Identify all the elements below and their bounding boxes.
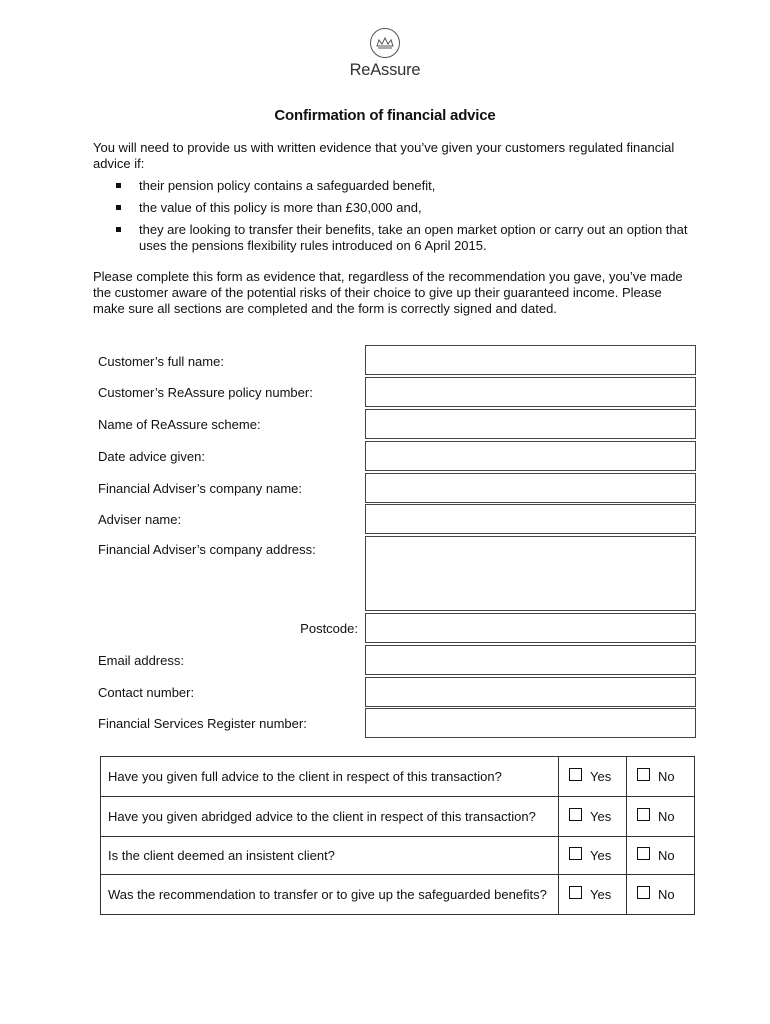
crown-icon [370,28,400,58]
no-label: No [658,809,675,824]
yes-option[interactable] [559,757,627,797]
checkbox-icon[interactable] [637,808,650,821]
checkbox-icon[interactable] [637,768,650,781]
reassure-logo [0,28,770,80]
company-address-label: Financial Adviser’s company address: [98,542,316,557]
yes-option[interactable] [559,797,627,837]
adviser-name-label: Adviser name: [98,512,182,527]
bullet-text: they are looking to transfer their benefits, take an open market option or carry out an option that uses the pensions flexibility rules introduced on 6 April 2015. [139,222,688,253]
fsr-number-label: Financial Services Register number: [98,716,307,731]
company-name-label: Financial Adviser’s company name: [98,481,303,496]
yes-option[interactable] [559,837,627,875]
postcode-field[interactable] [365,613,696,643]
yes-label: Yes [590,769,612,784]
policy-number-label: Customer’s ReAssure policy number: [98,385,313,400]
fsr-number-field[interactable] [365,708,696,738]
condition-list [93,178,693,254]
question-text: Have you given abridged advice to the client in respect of this transaction? [101,797,559,837]
list-item [93,178,693,194]
policy-number-field[interactable] [365,377,696,407]
scheme-name-label: Name of ReAssure scheme: [98,417,261,432]
yes-label: Yes [590,887,612,902]
customer-name-field[interactable] [365,345,696,375]
no-label: No [658,887,675,902]
bullet-text: their pension policy contains a safeguarded benefit, [139,178,436,193]
brand-name: ReAssure [349,61,421,79]
bullet-icon [116,183,121,188]
list-item [93,200,693,216]
company-name-field[interactable] [365,473,696,503]
question-text: Is the client deemed an insistent client? [101,837,559,875]
date-advice-field[interactable] [365,441,696,471]
no-label: No [658,848,675,863]
company-address-field[interactable] [365,536,696,611]
advice-questions-table [100,756,695,915]
yes-label: Yes [590,809,612,824]
no-option[interactable] [627,797,695,837]
yes-option[interactable] [559,875,627,915]
table-row [101,875,695,915]
adviser-name-field[interactable] [365,504,696,534]
intro-section [93,140,693,260]
list-item [93,222,693,254]
scheme-name-field[interactable] [365,409,696,439]
page-title: Confirmation of financial advice [274,107,496,124]
checkbox-icon[interactable] [569,847,582,860]
postcode-label: Postcode: [300,621,358,636]
no-option[interactable] [627,875,695,915]
table-row [101,797,695,837]
checkbox-icon[interactable] [569,768,582,781]
bullet-icon [116,227,121,232]
no-option[interactable] [627,837,695,875]
bullet-icon [116,205,121,210]
intro-text: You will need to provide us with written evidence that you’ve given your customers regulated financial advice if: [93,140,675,171]
bullet-text: the value of this policy is more than £30,000 and, [139,200,422,215]
question-text: Was the recommendation to transfer or to give up the safeguarded benefits? [101,875,559,915]
checkbox-icon[interactable] [569,886,582,899]
email-label: Email address: [98,653,184,668]
date-advice-label: Date advice given: [98,449,205,464]
checkbox-icon[interactable] [637,847,650,860]
table-row [101,837,695,875]
instructions-text: Please complete this form as evidence that, regardless of the recommendation you gave, you’ve made the customer aware of the potential risks of their choice to give up their guaranteed income. Please make sure all sections are completed and the form is correctly signed and dated. [93,269,683,316]
customer-name-label: Customer’s full name: [98,354,224,369]
yes-label: Yes [590,848,612,863]
question-text: Have you given full advice to the client in respect of this transaction? [101,757,559,797]
email-field[interactable] [365,645,696,675]
checkbox-icon[interactable] [637,886,650,899]
checkbox-icon[interactable] [569,808,582,821]
no-label: No [658,769,675,784]
no-option[interactable] [627,757,695,797]
contact-number-field[interactable] [365,677,696,707]
table-row [101,757,695,797]
contact-number-label: Contact number: [98,685,195,700]
